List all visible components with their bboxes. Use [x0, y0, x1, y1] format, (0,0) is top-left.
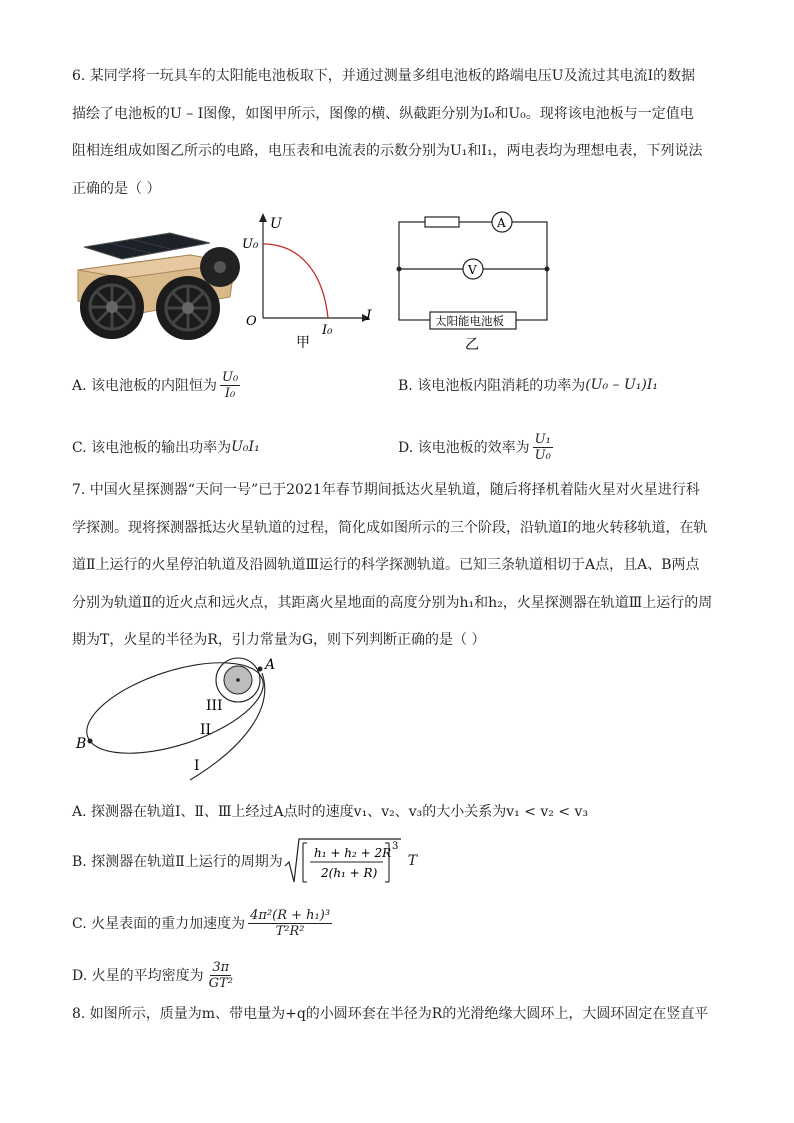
q7-option-c-fraction: $\frac{\text{4π²(R + h₁)³}}{\text{T²R²}}$ — [250, 907, 331, 939]
q7-line-5: 期为T，火星的半径为R，引力常量为G，则下列判断正确的是（ ） — [72, 632, 486, 648]
question-6-stem — [72, 58, 722, 208]
q6-option-d: D. 该电池板的效率为 $\frac{\text{U₁}}{\text{U₀}}$ — [398, 431, 551, 463]
q7-option-a: A. 探测器在轨道Ⅰ、Ⅱ、Ⅲ上经过A点时的速度v₁、v₂、v₃的大小关系为v₁ < v₂ < v₃ — [72, 804, 589, 820]
orbit-3-label: III — [206, 698, 223, 714]
graph-y-intercept: U₀ — [242, 237, 259, 252]
q7-line-2: 学探测。现将探测器抵达火星轨道的过程，简化成如图所示的三个阶段，沿轨道Ⅰ的地火转移轨道，在轨 — [72, 519, 708, 536]
solar-panel-label: 太阳能电池板 — [435, 314, 504, 328]
orbit-2-label: II — [200, 722, 212, 738]
graph-y-axis-label: U — [270, 216, 282, 232]
ui-graph — [238, 210, 378, 350]
q6-option-c: C. 该电池板的输出功率为 U₀I₁ — [72, 439, 260, 456]
q6-line-4: 正确的是（ ） — [72, 180, 161, 197]
q7-line-1: 7. 中国火星探测器“天问一号”已于2021年春节期间抵达火星轨道，随后将择机着陆火星对火星进行科 — [72, 482, 700, 498]
circuit-diagram — [392, 208, 554, 353]
point-b-label: B — [76, 736, 87, 752]
q7-option-d-fraction: $\frac{3\pi}{\text{GT²}}$ — [208, 959, 233, 991]
graph-caption: 甲 — [296, 335, 310, 350]
graph-origin-label: O — [246, 314, 257, 329]
q7-option-b: B. 探测器在轨道Ⅱ上运行的周期为 h₁ + h₂ + 2R 2(h₁ + R) 3 T — [72, 836, 417, 886]
q6-option-a: A. 该电池板的内阻恒为 $\frac{\text{U₀}}{\text{I₀}}$ — [72, 369, 239, 401]
question-8-stem — [72, 996, 722, 1034]
orbit-1-label: I — [194, 758, 200, 774]
graph-x-intercept: I₀ — [322, 323, 333, 338]
graph-x-axis-label: I — [366, 308, 372, 324]
q6-line-3: 阻相连组成如图乙所示的电路，电压表和电流表的示数分别为U₁和I₁，两电表均为理想电表，下列说法 — [72, 143, 703, 159]
svg-text:3: 3 — [391, 841, 399, 852]
q7-option-d: D. 火星的平均密度为 $\frac{3\pi}{\text{GT²}}$ — [72, 959, 233, 991]
svg-text:h₁ + h₂ + 2R: h₁ + h₂ + 2R — [313, 846, 391, 860]
solar-car-photo — [70, 215, 245, 343]
q6-option-a-fraction: $\frac{\text{U₀}}{\text{I₀}}$ — [222, 369, 239, 401]
orbit-diagram — [70, 650, 290, 785]
svg-text:V: V — [468, 263, 477, 277]
q7-line-4: 分别为轨道Ⅱ的近火点和远火点，其距离火星地面的高度分别为h₁和h₂，火星探测器在轨道Ⅲ上运行的周 — [72, 594, 713, 611]
circuit-caption: 乙 — [465, 337, 479, 353]
q7-option-c: C. 火星表面的重力加速度为 $\frac{\text{4π²(R + h₁)³}}{\text{T²R²}}$ — [72, 907, 331, 939]
q7-line-3: 道Ⅱ上运行的火星停泊轨道及沿圆轨道Ⅲ运行的科学探测轨道。已知三条轨道相切于A点，且A、B两点 — [72, 557, 700, 573]
q8-line-1: 8. 如图所示，质量为m、带电量为+q的小圆环套在半径为R的光滑绝缘大圆环上，大圆环固定在竖直平 — [72, 1006, 709, 1022]
svg-text:2(h₁ + R): 2(h₁ + R) — [320, 866, 377, 880]
svg-text:A: A — [497, 216, 506, 230]
q6-line-1: 6. 某同学将一玩具车的太阳能电池板取下，并通过测量多组电池板的路端电压U及流过其电流I的数据 — [72, 68, 696, 84]
q7-option-b-root-sign — [283, 836, 408, 886]
q6-option-b: B. 该电池板内阻消耗的功率为 (U₀ – U₁)I₁ — [398, 377, 658, 394]
q6-option-d-fraction: $\frac{\text{U₁}}{\text{U₀}}$ — [534, 431, 551, 463]
q6-line-2: 描绘了电池板的U – I图像，如图甲所示，图像的横、纵截距分别为I₀和U₀。现将该电池板与一定值电 — [72, 105, 694, 122]
point-a-label: A — [265, 657, 276, 673]
resistor — [425, 217, 459, 227]
question-7-stem — [72, 472, 722, 660]
